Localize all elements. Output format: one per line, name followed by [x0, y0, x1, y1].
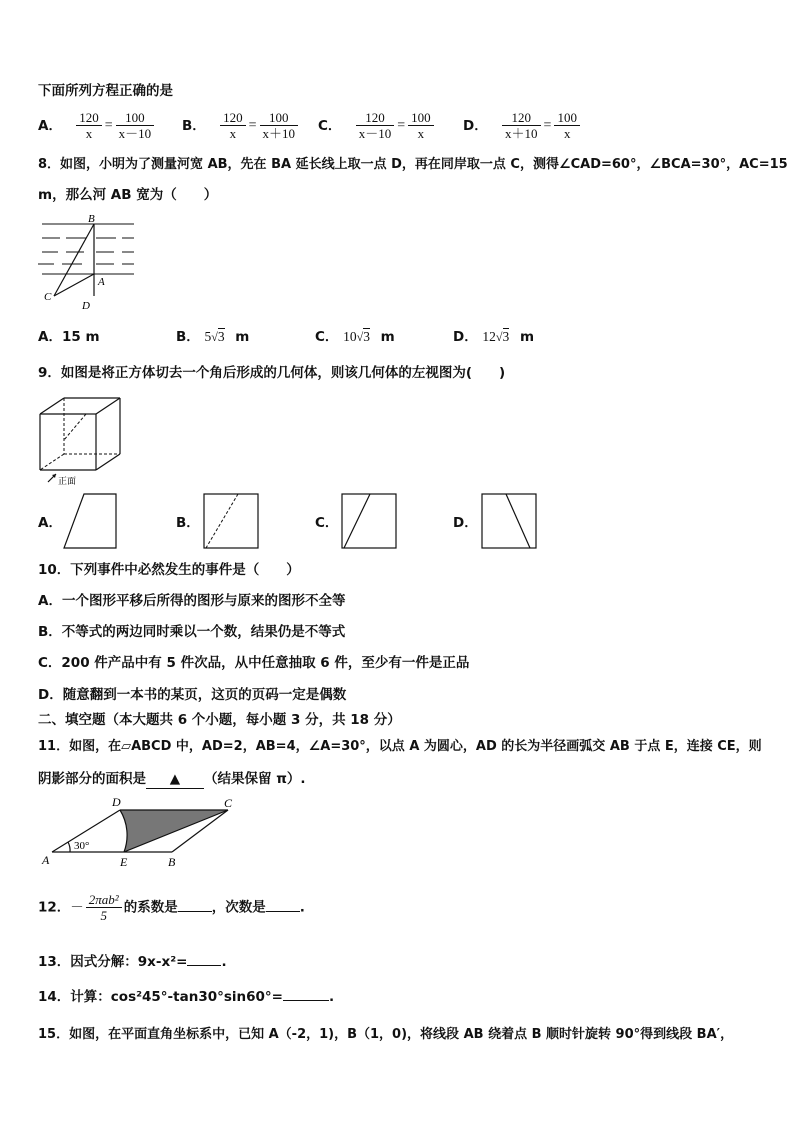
- label-c: C: [44, 291, 52, 303]
- q9-option-d-label: D．: [453, 515, 478, 531]
- answer-blank[interactable]: [266, 899, 300, 912]
- section-heading: 二、填空题（本大题共 6 个小题，每小题 3 分，共 18 分）: [38, 712, 401, 728]
- answer-blank[interactable]: [187, 953, 221, 966]
- q10-stem: 10．下列事件中必然发生的事件是（ ）: [38, 562, 300, 578]
- q9-option-a-figure: [62, 492, 118, 550]
- q9-option-a-label: A．: [38, 515, 62, 531]
- q7-option-c: C． $\frac{120}{x-10}$ = $\frac{100}{x}$: [318, 110, 436, 141]
- q10-option-c: C．200 件产品中有 5 件次品，从中任意抽取 6 件，至少有一件是正品: [38, 655, 470, 671]
- fraction: $\frac{\text{2πab²}}{5}$: [86, 892, 122, 923]
- label-c: C: [224, 796, 233, 810]
- q8-option-c: C． 10√3 m: [315, 329, 395, 345]
- q8-option-d: D． 12√3 m: [453, 329, 535, 345]
- river-lines: [38, 224, 134, 274]
- q8-stem-line2: m，那么河 AB 宽为（ ）: [38, 187, 218, 203]
- q7-option-d: D． $\frac{120}{x+10}$ = $\frac{100}{x}$: [463, 110, 582, 141]
- q8-option-a: A．15 m: [38, 329, 100, 345]
- q9-option-b-figure: [202, 492, 260, 550]
- q8-option-b: B． 5√3 m: [176, 329, 250, 345]
- q10-option-d: D．随意翻到一本书的某页，这页的页码一定是偶数: [38, 687, 347, 703]
- fraction: $\frac{120}{x}$: [76, 110, 102, 141]
- fraction: $\frac{120}{x+10}$: [502, 110, 541, 141]
- answer-blank[interactable]: [178, 899, 212, 912]
- q9-cube-figure: [36, 394, 132, 488]
- q7-option-a: A． $\frac{120}{x}$ = $\frac{100}{x-10}$: [38, 110, 156, 141]
- fraction: $\frac{100}{x-10}$: [116, 110, 155, 141]
- q11-stem-line2: 阴影部分的面积是 ▲ （结果保留 π）.: [38, 771, 306, 787]
- label-a: A: [42, 853, 50, 867]
- fraction: $\frac{120}{x-10}$: [356, 110, 395, 141]
- q9-option-c-label: C．: [315, 515, 339, 531]
- q12: 12．－ $\frac{\text{2πab²}}{5}$ 的系数是 ，次数是 .: [38, 892, 305, 923]
- q11-parallelogram-figure: [38, 794, 243, 870]
- q9-option-b-label: B．: [176, 515, 200, 531]
- q9-stem: 9．如图是将正方体切去一个角后形成的几何体，则该几何体的左视图为( ): [38, 365, 506, 381]
- triangle-lines: [54, 224, 94, 296]
- q14: 14．计算：cos²45°-tan30°sin60°= .: [38, 989, 335, 1005]
- q10-option-a: A．一个图形平移后所得的图形与原来的图形不全等: [38, 593, 346, 609]
- q8-stem-line1: 8．如图，小明为了测量河宽 AB，先在 BA 延长线上取一点 D，再在同岸取一点 C，测得∠CAD=60°，∠BCA=30°，AC=15: [38, 157, 788, 172]
- angle-label: 30°: [74, 840, 90, 852]
- q9-option-d-figure: [480, 492, 538, 550]
- fraction: $\frac{100}{x+10}$: [260, 110, 299, 141]
- q8-river-figure: [36, 212, 138, 312]
- label-b: B: [168, 855, 176, 869]
- q15-stem: 15．如图，在平面直角坐标系中，已知 A（-2，1)，B（1，0)，将线段 AB 绕着点 B 顺时针旋转 90°得到线段 BA′，: [38, 1027, 734, 1042]
- q11-stem-line1: 11．如图，在▱ABCD 中，AD=2，AB=4，∠A=30°，以点 A 为圆心，AD 的长为半径画弧交 AB 于点 E，连接 CE，则: [38, 739, 762, 754]
- front-label: 正面: [58, 477, 77, 487]
- label-e: E: [120, 855, 128, 869]
- label-a: A: [98, 276, 105, 288]
- q7-stem: 下面所列方程正确的是: [38, 83, 173, 99]
- q9-option-c-figure: [340, 492, 398, 550]
- label-d: D: [82, 300, 90, 312]
- label-d: D: [112, 795, 121, 809]
- q13: 13．因式分解：9x-x²= .: [38, 954, 227, 970]
- q10-option-b: B．不等式的两边同时乘以一个数，结果仍是不等式: [38, 624, 346, 640]
- q7-option-b: B． $\frac{120}{x}$ = $\frac{100}{x+10}$: [182, 110, 300, 141]
- fraction: $\frac{100}{x}$: [408, 110, 434, 141]
- fraction: $\frac{120}{x}$: [220, 110, 246, 141]
- answer-blank[interactable]: [283, 988, 329, 1001]
- answer-blank: ▲: [146, 770, 204, 789]
- fraction: $\frac{100}{x}$: [554, 110, 580, 141]
- label-b: B: [88, 213, 95, 225]
